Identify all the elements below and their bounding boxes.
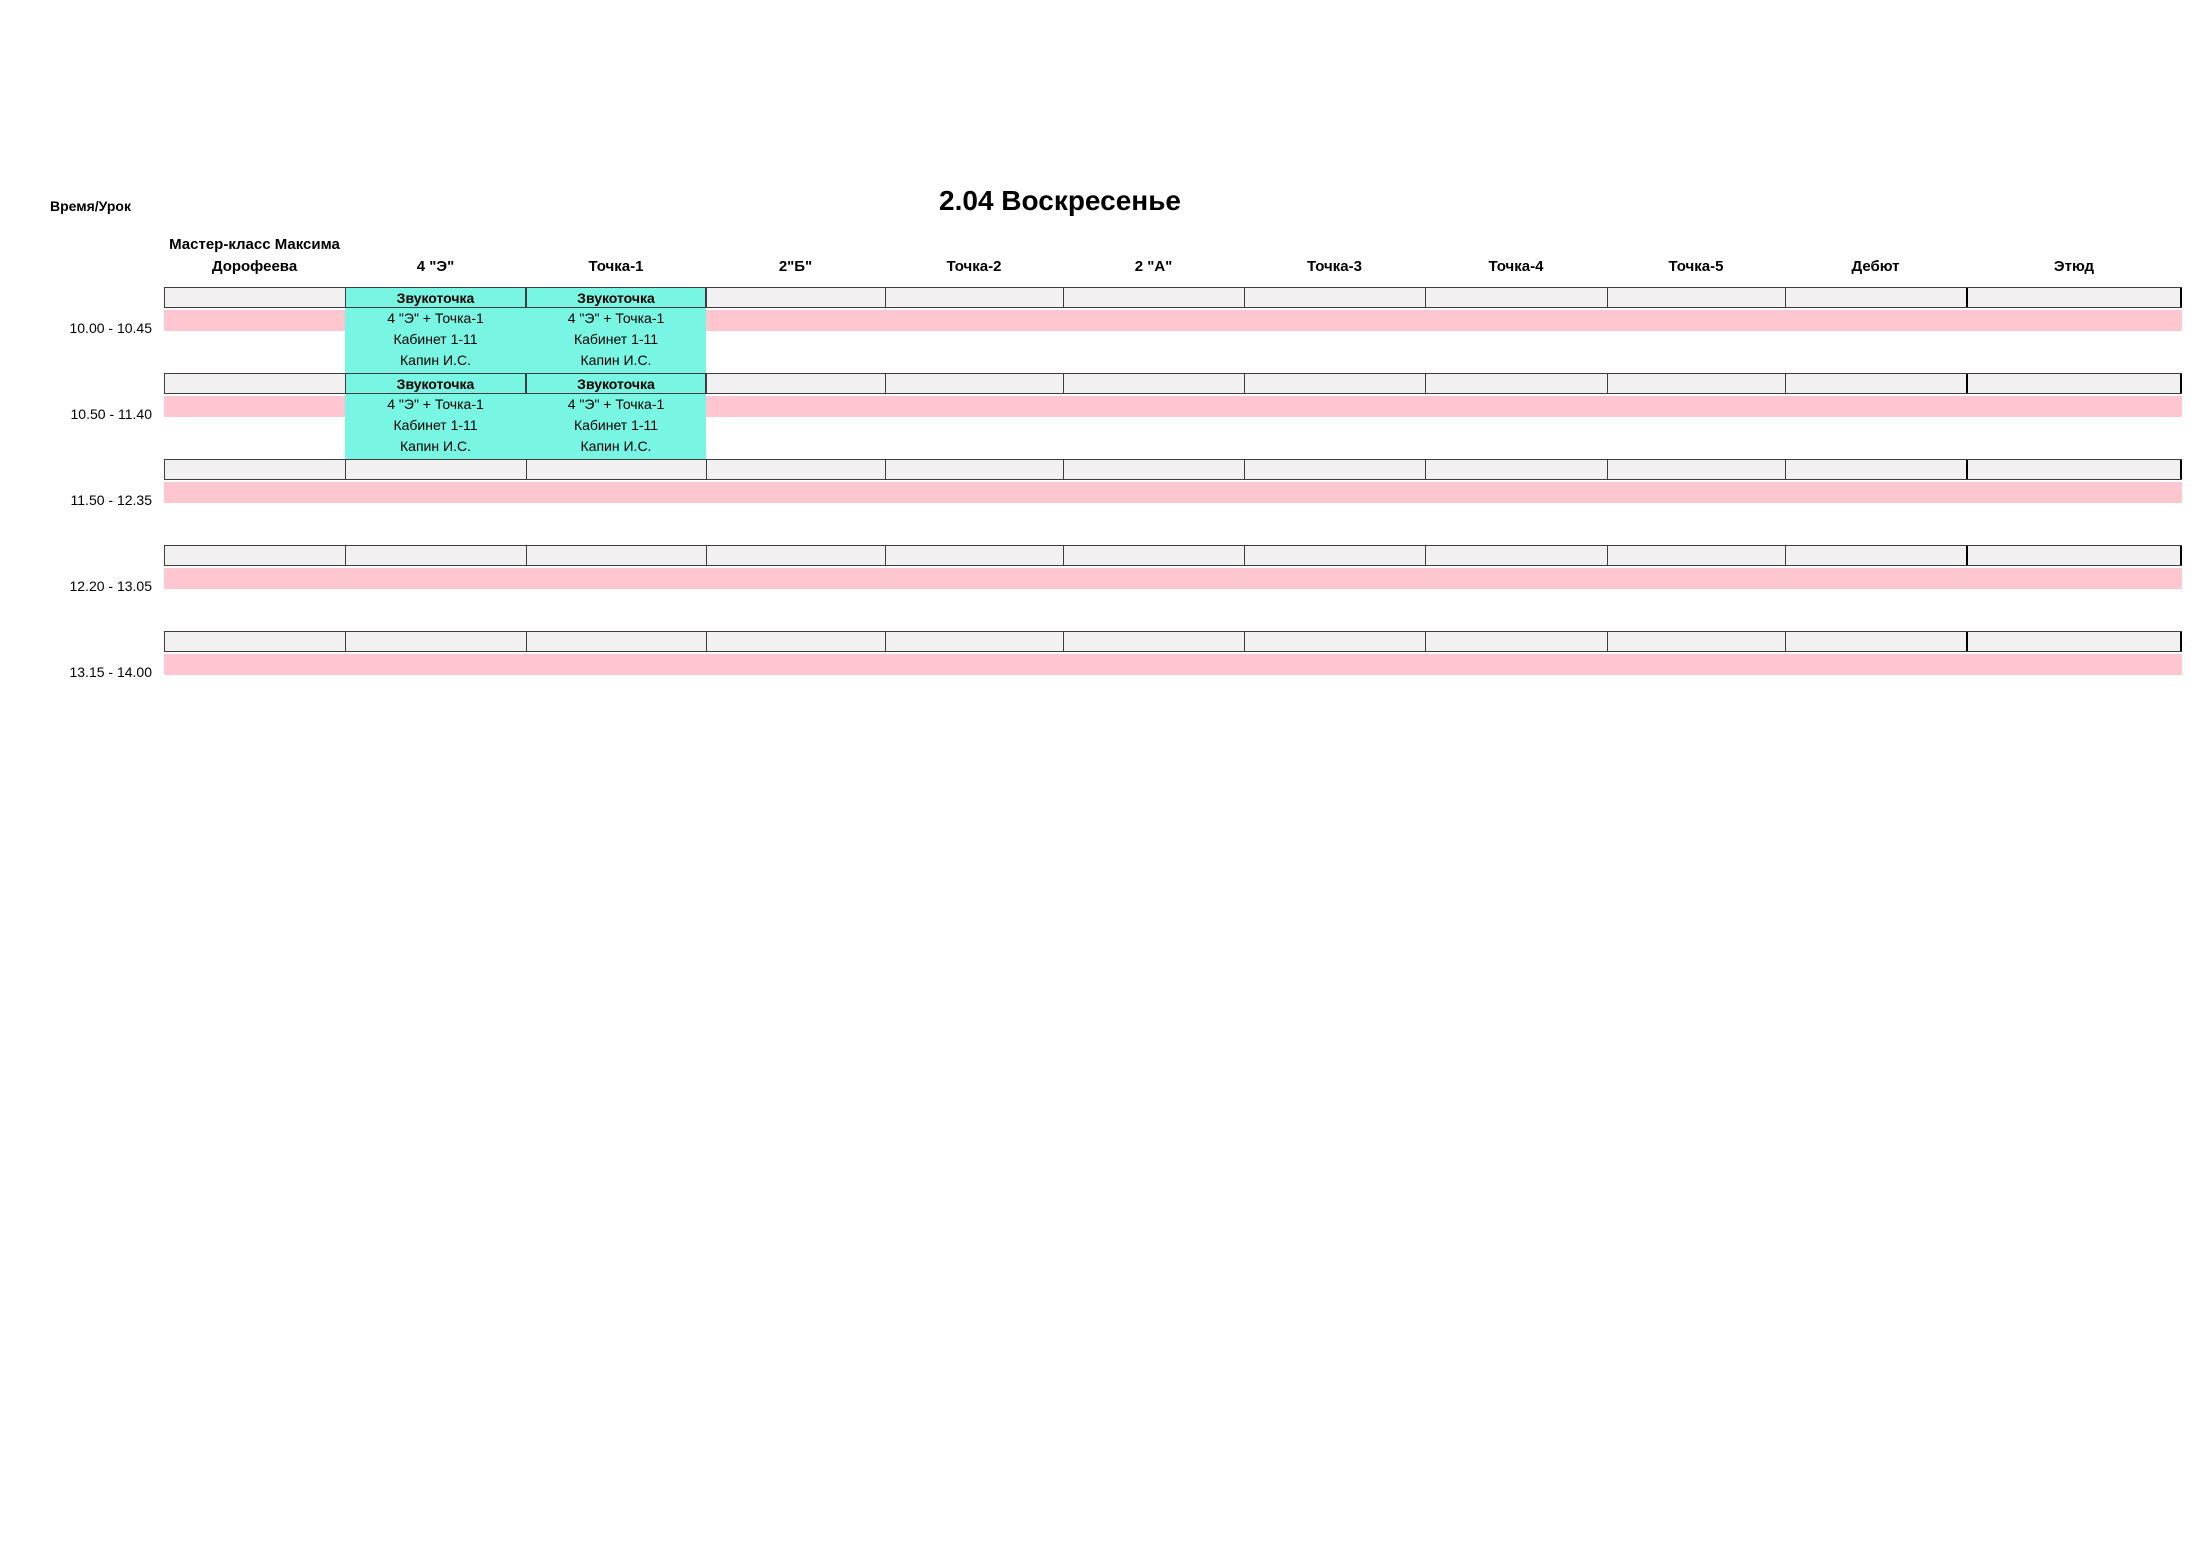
lesson-teacher: Капин И.С.	[400, 352, 471, 368]
lesson-teacher: Капин И.С.	[400, 438, 471, 454]
column-header-tochka-4: Точка-4	[1488, 258, 1544, 275]
lesson-title: Звукоточка	[345, 287, 526, 308]
column-header-2a: 2 "А"	[1134, 258, 1173, 275]
lesson-teacher: Капин И.С.	[580, 438, 652, 454]
lesson-group: 4 "Э" + Точка-1	[387, 310, 484, 326]
column-header-tochka-1: Точка-1	[588, 258, 644, 275]
lesson-block[interactable]	[526, 373, 706, 459]
lesson-title: Звукоточка	[345, 373, 526, 394]
lesson-title: Звукоточка	[526, 373, 706, 394]
column-header-2b: 2"Б"	[778, 258, 813, 275]
slot-row-band	[164, 568, 2182, 589]
lesson-room: Кабинет 1-11	[573, 331, 659, 347]
column-header-debut: Дебют	[1851, 258, 1900, 275]
lesson-teacher: Капин И.С.	[580, 352, 652, 368]
time-slot-label: 10.50 - 11.40	[70, 406, 152, 422]
column-header-4e: 4 "Э"	[416, 258, 455, 275]
time-slot-label: 12.20 - 13.05	[69, 578, 152, 594]
column-header-tochka-2: Точка-2	[946, 258, 1002, 275]
slot-header-band	[164, 631, 2182, 652]
slot-header-band	[164, 545, 2182, 566]
lesson-room: Кабинет 1-11	[393, 417, 478, 433]
lesson-group: 4 "Э" + Точка-1	[387, 396, 484, 412]
column-header-master-class: Мастер-класс Максима Дорофеева	[169, 236, 340, 275]
lesson-block[interactable]	[345, 373, 526, 459]
lesson-room: Кабинет 1-11	[393, 331, 478, 347]
column-header-tochka-5: Точка-5	[1668, 258, 1724, 275]
lesson-title: Звукоточка	[526, 287, 706, 308]
slot-row-band	[164, 654, 2182, 675]
lesson-group: 4 "Э" + Точка-1	[567, 396, 665, 412]
time-slot-label: 11.50 - 12.35	[70, 492, 152, 508]
slot-header-band	[164, 459, 2182, 480]
lesson-block[interactable]	[526, 287, 706, 373]
column-header-tochka-3: Точка-3	[1307, 258, 1362, 275]
time-slot-label: 10.00 - 10.45	[69, 320, 152, 336]
time-column-header: Время/Урок	[50, 198, 131, 214]
lesson-group: 4 "Э" + Точка-1	[567, 310, 665, 326]
lesson-room: Кабинет 1-11	[573, 417, 659, 433]
page-title: 2.04 Воскресенье	[939, 185, 1181, 216]
lesson-block[interactable]	[345, 287, 526, 373]
time-slot-label: 13.15 - 14.00	[69, 664, 152, 680]
column-header-etude: Этюд	[2053, 258, 2095, 275]
slot-row-band	[164, 482, 2182, 503]
